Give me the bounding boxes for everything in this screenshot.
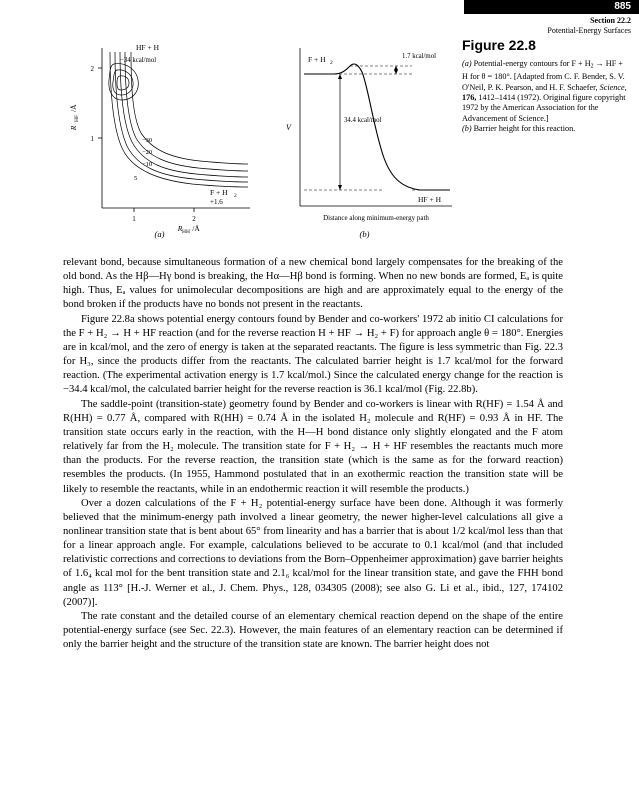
figure-title: Figure 22.8 — [462, 37, 536, 53]
panel-a-label: (a) — [154, 229, 165, 239]
svg-text:+1.6: +1.6 — [210, 198, 223, 206]
svg-text:2: 2 — [192, 215, 196, 223]
page-header — [0, 0, 639, 35]
svg-text:5: 5 — [134, 175, 138, 182]
svg-text:1: 1 — [132, 215, 136, 223]
section-title: Potential-Energy Surfaces — [547, 26, 631, 35]
svg-text:−30: −30 — [142, 137, 153, 144]
section-label: Section 22.2 — [590, 16, 631, 25]
figure-caption — [462, 59, 627, 134]
svg-text:/Å: /Å — [69, 104, 78, 112]
figure-panel-b — [272, 38, 457, 238]
panel-b-label: (b) — [359, 229, 370, 239]
caption-a-mid: → HF + H for θ = 180°. [Adapted from C. F. Bender, S. V. O'Neil, P. K. Pearson, and H. F. Schaefer, — [462, 59, 625, 92]
paragraph-2: Figure 22.8a shows potential energy contours found by Bender and co-workers' 1972 ab initio CI calculations for the F + H₂ → H + HF reaction (and for the reverse reaction H + HF → H₂ + F) for approach angle θ = 180°. Energies are in kcal/mol, and the zero of energy is taken at the separated reactants. The figure is less symmetric than Fig. 22.3 for H₃, since the products differ from the reactants. The calculated barrier height is 1.7 kcal/mol for the forward reaction. (The experimental activation energy is 1.7 kcal/mol.) Since the calculated energy change for the reaction is −34.4 kcal/mol, the calculated barrier height for the reverse reaction is 36.1 kcal/mol (Fig. 22.8b). — [63, 313, 563, 396]
svg-text:Distance along minimum-energy: Distance along minimum-energy path — [323, 214, 429, 222]
paragraph-5: The rate constant and the detailed course of an elementary chemical reaction depend on the shape of the entire potential-energy surface (see Sec. 22.3). However, the main features of an elementary reaction can be determined if only the barrier height and the structure of the transition state are known. The barrier height does not — [63, 610, 563, 651]
caption-a-text: Potential-energy contours for F + H — [471, 59, 591, 69]
caption-a-journal: Science, — [599, 82, 627, 92]
svg-text:F + H: F + H — [210, 188, 228, 197]
svg-text:1: 1 — [90, 135, 94, 143]
caption-a-volume: 176, — [462, 93, 477, 103]
svg-text:−10: −10 — [142, 161, 153, 168]
caption-a-sub: 2 — [590, 63, 594, 70]
page-number: 885 — [614, 1, 631, 12]
figure-zone — [0, 30, 639, 248]
svg-text:−20: −20 — [142, 149, 153, 156]
svg-text:HF: HF — [74, 114, 80, 122]
paragraph-3: The saddle-point (transition-state) geometry found by Bender and co-workers is linear with R(HF) = 1.54 Å and R(HH) = 0.77 Å, compared with R(HH) = 0.74 Å in the isolated H₂ molecule and R(HF) = 0.93 Å in HF. The transition state occurs early in the reaction, with the H—H bond distance only slightly elongated and the F atom relatively far from the H₂ molecule. The transition state for F + H₂ → H + HF resembles the reactants much more than the products. For the reverse reaction, the transition state (which is the same as for the forward reaction) resembles the products. (In 1955, Hammond postulated that in an exothermic reaction the transition state will be likely to resemble the reactants, while in an endothermic reaction it will resemble the products.) — [63, 398, 563, 495]
svg-text:1.7 kcal/mol: 1.7 kcal/mol — [402, 53, 436, 60]
figure-caption-column — [462, 37, 627, 135]
svg-text:V: V — [286, 123, 291, 132]
svg-text:HH: HH — [182, 229, 190, 233]
svg-text:2: 2 — [330, 60, 333, 66]
caption-a-prefix: (a) — [462, 59, 472, 69]
svg-text:2: 2 — [90, 65, 94, 73]
svg-text:−34 kcal/mol: −34 kcal/mol — [120, 57, 157, 64]
caption-a-pages: 1412–1414 (1972). Original figure copyright 1972 by the American Association for the Advancement of Science.] — [462, 93, 626, 123]
caption-b-prefix: (b) — [462, 124, 472, 134]
caption-b-text: Barrier height for this reaction. — [471, 124, 576, 134]
svg-text:34.4 kcal/mol: 34.4 kcal/mol — [344, 117, 382, 124]
body-text — [63, 256, 563, 652]
header-black-bar — [464, 0, 639, 14]
energy-profile-svg — [272, 38, 457, 233]
contour-plot-svg — [62, 38, 257, 233]
svg-text:R: R — [69, 125, 78, 131]
svg-text:/Å: /Å — [192, 224, 200, 233]
svg-text:HF + H: HF + H — [418, 195, 441, 204]
paragraph-1: relevant bond, because simultaneous formation of a new chemical bond largely compensates for the breaking of the old bond. As the Hβ—Hγ bond is breaking, the Hα—Hβ bond is forming. When no new bonds are formed, Eₐ is quite high. Thus, Eₐ values for unimolecular decompositions are high and are approximately equal to the energy of the bond broken if the products have no bonds not present in the reactants. — [63, 257, 563, 311]
svg-text:F + H: F + H — [308, 55, 326, 64]
svg-text:HF + H: HF + H — [136, 43, 159, 52]
paragraph-4: Over a dozen calculations of the F + H₂ potential-energy surface have been done. Although it was formerly believed that the minimum-energy path involved a linear geometry, the newer higher-level calculations all give a nonlinear transition state that is bent about 65° from linearity and has a barrier that is about 1/2 kcal/mol less than that for a linear approach angle. For example, calculations believed to be accurate to 0.1 kcal/mol (and that included relativistic corrections and corrections to deviations from the Born–Oppenheimer approximation) gave barrier heights of 1.6₄ kcal mol for the bent transition state and 2.1₆ kcal/mol for the linear transition state, and gave the FHH bond angle as 113° [H.-J. Werner et al., J. Chem. Phys., 128, 034305 (2008); see also G. Li et al., ibid., 127, 174102 (2007)]. — [63, 497, 563, 608]
svg-text:2: 2 — [234, 193, 237, 199]
svg-text:R: R — [177, 224, 183, 233]
figure-panel-a — [62, 38, 257, 238]
